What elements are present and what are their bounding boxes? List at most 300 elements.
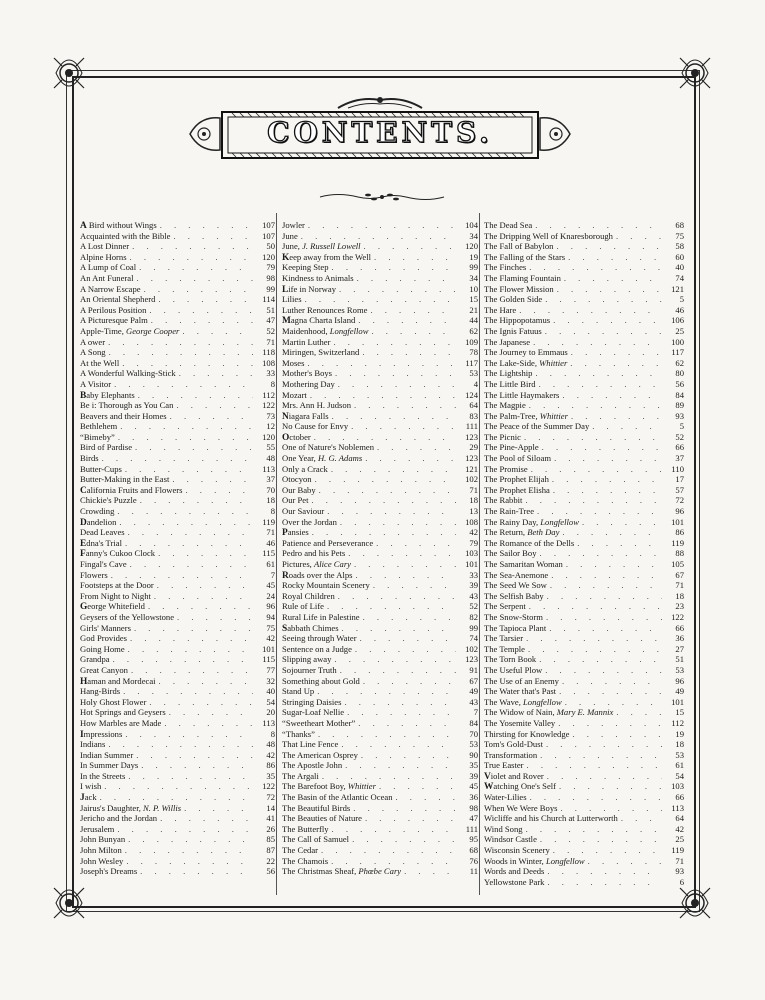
leader-dots [349,834,456,845]
contents-entry [80,707,275,718]
page-number: 56 [266,866,275,877]
page-number: 72 [266,792,275,803]
leader-dots [316,485,456,496]
contents-entry [80,813,275,824]
leader-dots [522,495,662,506]
page-number: 80 [675,368,684,379]
leader-dots [309,527,456,538]
contents-entry [484,358,684,369]
contents-entry [282,781,478,792]
leader-dots [525,644,662,655]
leader-dots [332,368,456,379]
contents-entry [282,601,478,612]
page-number: 53 [675,749,684,760]
page-number: 39 [469,580,478,591]
contents-entry [282,485,478,496]
page-number: 102 [465,474,478,485]
entry-title: How Marbles are Made [80,717,162,728]
leader-dots [174,612,253,623]
page-number: 8 [270,506,275,517]
leader-dots [559,676,662,687]
leader-dots [138,760,253,771]
entry-author: Whittier [539,357,568,368]
page-number: 93 [675,866,684,877]
entry-author: Longfellow [523,696,562,707]
contents-entry [80,644,275,655]
contents-entry [484,315,684,326]
contents-entry [484,612,684,623]
leader-dots [132,442,253,453]
page-number: 32 [266,675,275,686]
leader-dots [314,686,456,697]
leader-dots [122,729,253,740]
entry-title: Footsteps at the Door [80,580,154,591]
leader-dots [329,411,456,422]
page-number: 20 [266,707,275,718]
leader-dots [373,538,456,549]
leader-dots [337,517,456,528]
contents-entry [484,771,684,782]
leader-dots [526,262,662,273]
leader-dots [613,707,662,718]
page-number: 113 [262,463,275,474]
leader-dots [368,326,456,337]
leader-dots [559,390,662,401]
contents-entry [80,442,275,453]
page-number: 15 [675,707,684,718]
entry-title: Maidenhood, Longfellow [282,325,369,336]
entry-title: The Pool of Siloam [484,453,552,464]
contents-entry [484,633,684,644]
leader-dots [319,771,456,782]
page-number: 123 [465,453,478,464]
entry-title: A Narrow Escape [80,283,141,294]
contents-entry [80,464,275,475]
leader-dots [553,241,662,252]
leader-dots [357,633,456,644]
contents-entry [80,527,275,538]
entry-title: The Prophet Elisha [484,484,550,495]
leader-dots [532,220,662,231]
leader-dots [176,368,253,379]
page-number: 35 [469,760,478,771]
entry-title: The Dead Sea [484,220,533,230]
entry-title: A Wonderful Walking-Stick [80,368,176,379]
page-number: 19 [675,728,684,739]
page-number: 121 [671,283,684,294]
page-number: 52 [675,431,684,442]
page-number: 14 [266,802,275,813]
contents-entry [282,506,478,517]
leader-dots [557,803,662,814]
leader-dots [585,856,662,867]
contents-entry [282,390,478,401]
contents-entry [282,803,478,814]
leader-dots [157,813,253,824]
page-number: 29 [469,442,478,453]
entry-title: Hot Springs and Geysers [80,707,166,718]
leader-dots [536,654,662,665]
entry-title: Jericho and the Jordan [80,813,158,824]
entry-title: The Samaritan Woman [484,559,563,569]
entry-title: “Sweetheart Mother” [282,717,356,728]
page-number: 95 [469,834,478,845]
entry-title: Haman and Mordecai [80,675,156,687]
leader-dots [358,750,456,761]
page-number: 43 [469,696,478,707]
entry-title: The Rainy Day, Longfellow [484,516,579,527]
page-number: 10 [469,283,478,294]
entry-title: California Fruits and Flowers [80,484,183,496]
page-number: 123 [465,431,478,442]
leader-dots [179,326,253,337]
page-number: 101 [262,643,275,654]
leader-dots [315,729,456,740]
contents-entry [484,654,684,665]
contents-entry [80,718,275,729]
page-number: 6 [679,876,684,887]
leader-dots [549,474,662,485]
entry-title: Sojourner Truth [282,664,337,675]
entry-title: Acquainted with the Bible [80,230,171,241]
page-number: 25 [675,325,684,336]
leader-dots [568,347,662,358]
page-number: 58 [675,241,684,252]
page-number: 120 [262,251,275,262]
contents-entry [80,453,275,464]
contents-entry [484,760,684,771]
page-number: 61 [266,559,275,569]
contents-entry [80,538,275,549]
contents-entry [282,379,478,390]
leader-dots [125,771,253,782]
page-number: 79 [266,262,275,273]
page-number: 112 [262,389,275,400]
entry-title: An Ant Funeral [80,272,134,283]
leader-dots [151,591,253,602]
leader-dots [110,654,253,665]
leader-dots [331,654,456,665]
contents-entry [80,686,275,697]
page-number: 102 [465,643,478,654]
page-number: 47 [266,315,275,326]
contents-entry [484,824,684,835]
leader-dots [311,432,456,443]
leader-dots [539,442,662,453]
leader-dots [145,601,253,612]
leader-dots [537,548,662,559]
contents-entry [282,400,478,411]
page-number: 45 [469,781,478,792]
entry-title: The Selfish Baby [484,590,544,601]
entry-title: The Japanese [484,336,531,347]
entry-title: June, J. Russell Lowell [282,241,361,252]
entry-title: The Golden Side [484,294,543,305]
contents-entry [484,601,684,612]
contents-entry [282,517,478,528]
contents-entry [484,781,684,792]
leader-dots [154,580,253,591]
contents-entry [282,559,478,570]
page-number: 51 [266,304,275,315]
contents-entry [282,612,478,623]
entry-title: Watching One's Self [484,781,557,793]
page-number: 42 [266,749,275,760]
leader-dots [360,612,456,623]
leader-dots [161,718,253,729]
entry-title: The Torn Book [484,654,537,665]
entry-title: Jerusalem [80,823,115,834]
entry-title: A Picturesque Palm [80,315,148,326]
entry-title: The Prophet Elijah [484,474,549,485]
entry-title: In the Streets [80,770,126,781]
contents-entry [484,686,684,697]
entry-title: The Journey to Emmaus [484,347,568,358]
leader-dots [530,337,662,348]
page-number: 8 [270,728,275,739]
entry-title: John Wesley [80,855,124,866]
contents-column-2 [282,220,478,877]
page-number: 84 [469,717,478,728]
page-number: 4 [473,378,478,389]
entry-title: Words and Deeds [484,866,545,877]
contents-entry [282,411,478,422]
corner-ornament-icon [678,56,712,90]
page-number: 86 [266,760,275,771]
entry-author: Beth Day [527,527,560,538]
contents-entry [80,729,275,740]
contents-entry [80,866,275,877]
leader-dots [115,432,253,443]
page-number: 50 [266,241,275,252]
page-number: 39 [469,770,478,781]
entry-title: Kindness to Animals [282,272,354,283]
entry-title: The Snow-Storm [484,611,543,622]
entry-title: Rocky Mountain Scenery [282,580,370,591]
entry-author: J. Russell Lowell [302,241,361,252]
contents-entry [282,432,478,443]
entry-title: The Basin of the Atlantic Ocean [282,792,393,803]
page-number: 21 [469,304,478,315]
leader-dots [329,262,456,273]
page-number: 52 [266,325,275,336]
contents-entry [484,379,684,390]
page-title: CONTENTS. [267,116,493,149]
leader-dots [350,803,456,814]
leader-dots [156,676,253,687]
contents-entry [80,781,275,792]
entry-title: The Dripping Well of Knaresborough [484,230,613,241]
page-number: 98 [266,272,275,283]
leader-dots [537,750,662,761]
entry-title: Sabbath Chimes [282,622,339,634]
contents-entry [282,284,478,295]
page-number: 117 [465,357,478,368]
leader-dots [114,506,253,517]
contents-entry [282,644,478,655]
page-number: 71 [266,527,275,538]
page-number: 71 [266,336,275,347]
leader-dots [556,686,662,697]
entry-title: Alpine Horns [80,251,127,262]
contents-entry [80,834,275,845]
page-number: 101 [671,516,684,527]
contents-entry [80,326,275,337]
contents-entry [80,390,275,401]
leader-dots [579,517,662,528]
contents-entry [484,792,684,803]
leader-dots [337,665,456,676]
contents-entry [484,845,684,856]
leader-dots [547,580,662,591]
leader-dots [318,845,456,856]
page-number: 122 [671,611,684,622]
page-number: 115 [262,548,275,559]
entry-author: Longfellow [545,855,585,866]
contents-entry [282,750,478,761]
leader-dots [148,315,253,326]
page-number: 96 [675,506,684,517]
leader-dots [359,347,456,358]
leader-dots [546,623,662,634]
page-number: 34 [469,272,478,283]
entry-title: Keep away from the Well [282,251,372,263]
leader-dots [312,474,456,485]
page-number: 70 [266,484,275,495]
entry-title: Luther Renounces Rome [282,304,368,315]
entry-title: The Finches [484,262,527,273]
entry-title: Jairus's Daughter, N. P. Willis [80,802,182,813]
contents-entry [282,527,478,538]
page-number: 101 [465,559,478,569]
leader-dots [613,231,662,242]
leader-dots [354,273,456,284]
contents-entry [80,315,275,326]
leader-dots [543,612,662,623]
entry-title: At the Well [80,357,120,368]
entry-author: Phœbe Cary [358,866,402,877]
page-number: 35 [266,770,275,781]
entry-title: Keeping Step [282,262,329,273]
contents-entry [80,506,275,517]
contents-entry [80,792,275,803]
leader-dots [122,464,253,475]
entry-title: Crowding [80,506,115,517]
contents-entry [484,591,684,602]
contents-entry [282,464,478,475]
contents-entry [80,591,275,602]
contents-entry [80,676,275,687]
entry-title: God Provides [80,633,128,644]
page-number: 68 [675,220,684,230]
leader-dots [550,485,662,496]
entry-title: I wish [80,781,102,792]
leader-dots [565,252,662,263]
contents-entry [282,347,478,358]
leader-dots [526,601,662,612]
page-number: 119 [671,537,684,548]
leader-dots [351,400,456,411]
leader-dots [304,358,456,369]
flourish-icon [318,190,446,204]
entry-title: Mozart [282,389,307,400]
leader-dots [370,580,456,591]
entry-title: The Magpie [484,400,526,411]
entry-title: The Ignis Fatuus [484,325,542,336]
entry-author: Whittier [347,781,376,792]
page-number: 24 [266,590,275,601]
contents-entry [282,834,478,845]
page-number: 98 [469,802,478,813]
contents-entry [282,474,478,485]
contents-entry [484,527,684,538]
entry-title: Lilies [282,294,302,305]
page-number: 93 [675,410,684,421]
leader-dots [542,665,662,676]
contents-entry [484,644,684,655]
page-number: 61 [675,760,684,771]
contents-entry [282,771,478,782]
leader-dots [554,284,662,295]
page-number: 89 [675,400,684,411]
entry-title: The Cedar [282,845,319,856]
leader-dots [155,294,253,305]
entry-title: Mothering Day [282,378,335,389]
leader-dots [550,845,662,856]
page-number: 44 [469,315,478,326]
leader-dots [117,421,253,432]
contents-entry [484,813,684,824]
page-number: 115 [262,654,275,665]
page-number: 25 [675,834,684,845]
entry-title: The Lake-Side, Whittier [484,357,568,368]
page-number: 46 [266,537,275,548]
leader-dots [137,495,253,506]
entry-title: A Lump of Coal [80,262,137,273]
page-number: 66 [675,792,684,803]
page-number: 100 [671,336,684,347]
entry-title: Sugar-Loaf Nellie [282,707,345,718]
entry-author: Longfellow [540,516,579,527]
page-number: 96 [675,675,684,686]
leader-dots [362,813,456,824]
entry-title: Baby Elephants [80,389,135,401]
contents-entry [80,411,275,422]
entry-title: The Barefoot Boy, Whittier [282,781,376,792]
contents-entry [282,739,478,750]
entry-title: Rural Life in Palestine [282,611,360,622]
entry-title: Hang-Birds [80,686,121,697]
page-number: 82 [469,611,478,622]
leader-dots [167,411,253,422]
leader-dots [550,315,662,326]
contents-entry [282,326,478,337]
contents-entry [484,580,684,591]
page-number: 84 [675,389,684,400]
leader-dots [125,527,253,538]
corner-ornament-icon [52,886,86,920]
contents-entry [80,623,275,634]
entry-title: Magna Charta Island [282,315,356,326]
contents-entry [282,866,478,877]
entry-title: The Argali [282,770,319,781]
page-number: 43 [469,590,478,601]
entry-title: The Tarsier [484,633,524,644]
leader-dots [114,824,253,835]
title-banner [188,94,572,174]
leader-dots [544,877,662,888]
entry-title: The Chamois [282,855,329,866]
